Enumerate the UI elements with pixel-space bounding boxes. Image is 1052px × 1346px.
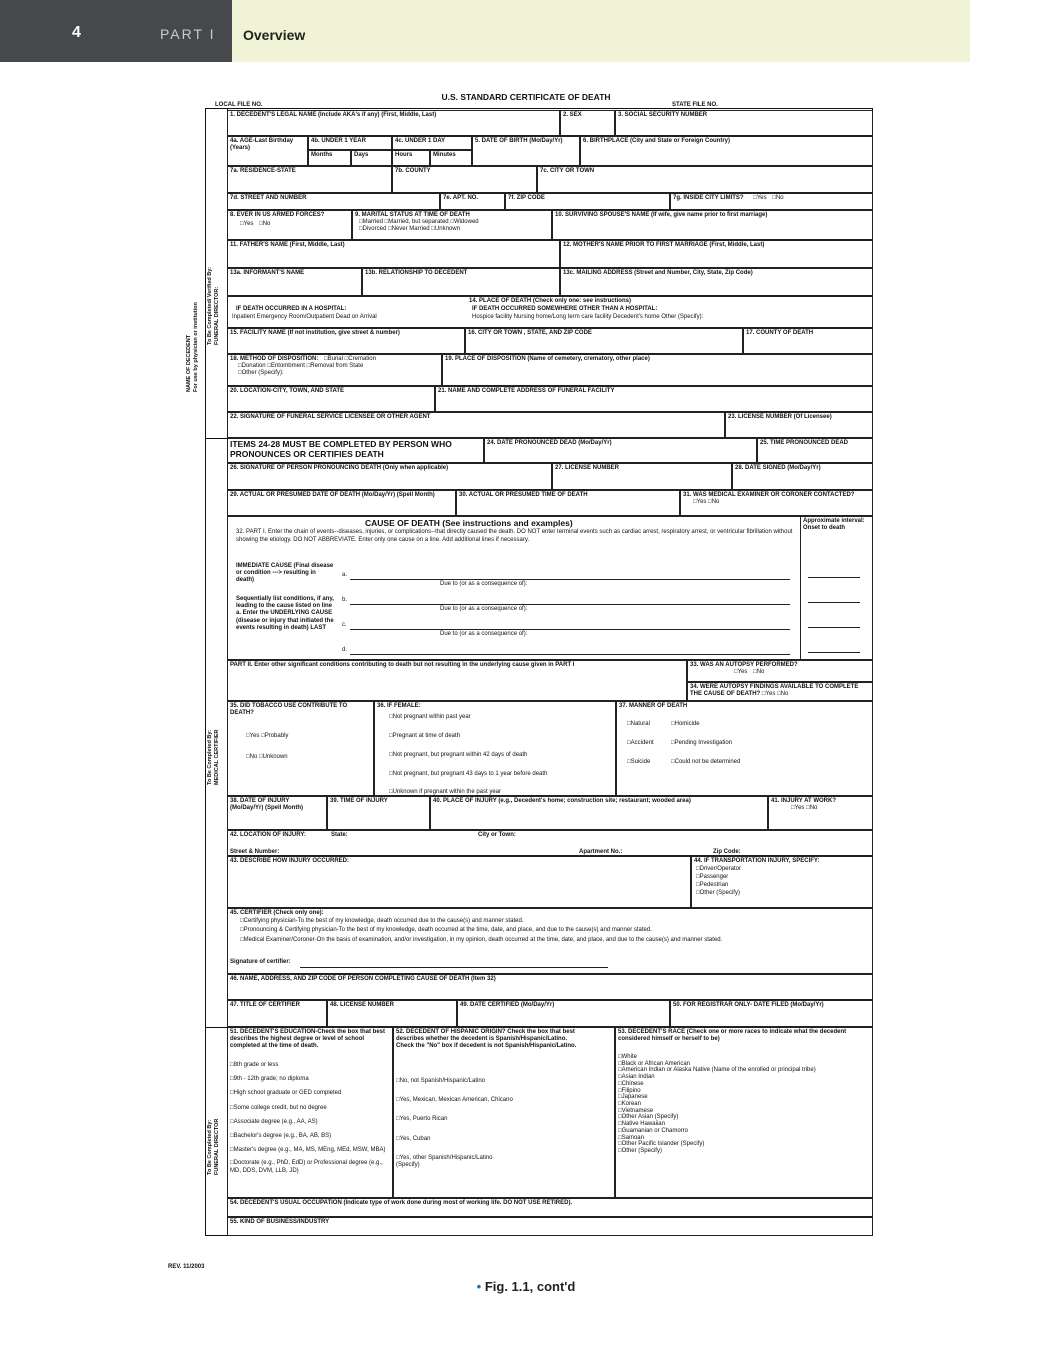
checkbox-no[interactable]: □ No [259,221,270,227]
checkbox-pregnancy-unknown[interactable]: □ Unknown if pregnant within the past year [389,789,501,796]
field-part-2[interactable]: PART II. Enter other significant conditions contributing to death but not resulting in the underlying cause given in PART I [227,660,687,701]
checkbox-other-race[interactable]: □ Other (Specify) [618,1148,868,1155]
line-b-label: b. [342,597,348,603]
field-place-of-death[interactable]: 14. PLACE OF DEATH (Check only one: see instructions) IF DEATH OCCURRED IN A HOSPITAL: Inpatient Emergency Room/Outpatient Dead on Arrival IF DEATH OCCURRED SOMEWHERE OTHER THAN A HOSPITAL: Hospice facility Nursing home/Long term care facility Decedent's home Other (Specify): [227,296,873,328]
checkbox-cremation[interactable]: □ Cremation [345,356,376,362]
checkbox-black[interactable]: □ Black or African American [618,1061,868,1068]
checkbox-separated[interactable]: □ Married, but separated [385,219,449,225]
line-c-label: c. [342,622,347,628]
field-apt[interactable]: 7e. APT. NO. [440,193,505,210]
checkbox-natural[interactable]: □ Natural [627,721,650,728]
checkbox-other-pacific[interactable]: □ Other Pacific Islander (Specify) [618,1141,868,1148]
chapter-title: Overview [243,27,306,43]
checkbox-japanese[interactable]: □ Japanese [618,1094,868,1101]
side-label-medical-certifier: To Be Completed By: MEDICAL CERTIFIER [207,729,220,785]
checkbox-not-pregnant[interactable]: □ Not pregnant within past year [389,714,471,721]
field-licensee-number[interactable]: 23. LICENSE NUMBER (Of Licensee) [725,412,873,438]
field-place-of-injury[interactable]: 40. PLACE OF INJURY (e.g., Decedent's home; construction site; restaurant; wooded area) [430,796,768,830]
checkbox-asian-indian[interactable]: □ Asian Indian [618,1074,868,1081]
checkbox-yes[interactable]: □ Yes [791,805,804,811]
field-method-of-disposition[interactable]: 18. METHOD OF DISPOSITION: □ Burial □ Cremation □ Donation □ Entombment □ Removal from State □ Other (Specify): [227,354,442,386]
field-informant-name[interactable]: 13a. INFORMANT'S NAME [227,268,362,296]
checkbox-pregnant-1-year[interactable]: □ Not pregnant, but pregnant 43 days to 1 year before death [389,771,547,778]
due-to-label: Due to (or as a consequence of): [440,581,528,587]
field-street[interactable]: 7d. STREET AND NUMBER [227,193,440,210]
side-label-decedent: NAME OF DECEDENT For use by physician or institution [186,302,199,392]
field-date-certified[interactable]: 49. DATE CERTIFIED (Mo/Day/Yr) [457,1000,670,1027]
checkbox-some-college[interactable]: □ Some college credit, but no degree [230,1105,388,1112]
checkbox-divorced[interactable]: □ Divorced [359,226,386,232]
field-injury-at-work[interactable]: 41. INJURY AT WORK? □ Yes □ No [768,796,873,830]
checkbox-other-hispanic[interactable]: □ Yes, other Spanish/Hispanic/Latino (Specify) [396,1155,506,1169]
field-months[interactable]: Months [308,150,351,166]
field-usual-occupation[interactable]: 54. DECEDENT'S USUAL OCCUPATION (Indicate type of work done during most of working life. DO NOT USE RETIRED). [227,1198,873,1217]
side-label-funeral-director: To Be Completed/ Verified By: FUNERAL DIRECTOR: [207,266,220,345]
field-pronouncer-signature[interactable]: 26. SIGNATURE OF PERSON PRONOUNCING DEATH (Only when applicable) [227,463,552,490]
checkbox-9-12-grade[interactable]: □ 9th - 12th grade; no diploma [230,1076,388,1083]
field-zip[interactable]: 7f. ZIP CODE [505,193,670,210]
field-race[interactable]: 53. DECEDENT'S RACE (Check one or more races to indicate what the decedent considered himself or herself to be) □ White □ Black or African American □ American Indian or Alaska Native (Name of the enrolled or principal tribe) □ Asian Indian □ Chinese □ Filipino □ Japanese □ Korean □ Vietnamese □ Other Asian (Specify) □ Native Hawaiian □ Guamanian or Chamorro □ Samoan □ Other Pacific Islander (Specify) □ Other (Specify) [615,1027,873,1198]
checkbox-yes[interactable]: □ Yes [762,691,775,697]
revision-label: REV. 11/2003 [168,1264,205,1270]
field-age[interactable]: 4a. AGE-Last Birthday (Years) [227,136,308,166]
checkbox-donation[interactable]: □ Donation [238,363,266,369]
field-place-of-disposition[interactable]: 19. PLACE OF DISPOSITION (Name of cemetery, crematory, other place) [442,354,873,386]
checkbox-certifying-physician[interactable]: □ Certifying physician-To the best of my knowledge, death occurred due to the cause(s) and manner stated. [240,917,870,926]
part-label: PART I [160,26,216,42]
checkbox-other-asian[interactable]: □ Other Asian (Specify) [618,1114,868,1121]
checkbox-pregnant[interactable]: □ Pregnant at time of death [389,733,460,740]
field-date-of-death[interactable]: 29. ACTUAL OR PRESUMED DATE OF DEATH (Mo/Day/Yr) (Spell Month) [227,490,456,516]
field-mailing-address[interactable]: 13c. MAILING ADDRESS (Street and Number, City, State, Zip Code) [560,268,873,296]
checkbox-tobacco-unknown[interactable]: □ Unknown [259,754,288,760]
checkbox-american-indian[interactable]: □ American Indian or Alaska Native (Name of the enrolled or principal tribe) [618,1067,868,1074]
field-autopsy-performed[interactable]: 33. WAS AN AUTOPSY PERFORMED? □ Yes □ No [687,660,873,682]
checkbox-native-hawaiian[interactable]: □ Native Hawaiian [618,1121,868,1128]
local-file-label: LOCAL FILE NO. [215,102,263,108]
field-ssn[interactable]: 3. SOCIAL SECURITY NUMBER [615,110,873,136]
field-certifier[interactable]: 45. CERTIFIER (Check only one): □ Certifying physician-To the best of my knowledge, death occurred due to the cause(s) and manner stated. □ Pronouncing & Certifying physician-To the best of my knowledge, death occurred at the time, date, and place, and due to the cause(s) and manner stated. □ Medical Examiner/Coroner-On the basis of examination, and/or investigation, in my opinion, death occurred at the time, date, and place, and due to the cause(s) and manner stated. Signature of certifier: [227,908,873,974]
field-spouse-name[interactable]: 10. SURVIVING SPOUSE'S NAME (If wife, give name prior to first marriage) [552,210,873,240]
checkbox-suicide[interactable]: □ Suicide [627,759,650,766]
field-days[interactable]: Days [351,150,392,166]
checkbox-no[interactable]: □ No [777,691,788,697]
field-marital-status[interactable]: 9. MARITAL STATUS AT TIME OF DEATH □ Married □ Married, but separated □ Widowed □ Divorced □ Never Married □ Unknown [352,210,552,240]
checkbox-passenger[interactable]: □ Passenger [696,873,870,881]
field-tobacco[interactable]: 35. DID TOBACCO USE CONTRIBUTE TO DEATH? □ Yes □ Probably □ No □ Unknown [227,701,374,796]
field-pronouncer-license[interactable]: 27. LICENSE NUMBER [552,463,732,490]
field-sex[interactable]: 2. SEX [560,110,615,136]
field-time-of-death[interactable]: 30. ACTUAL OR PRESUMED TIME OF DEATH [456,490,680,516]
field-manner-of-death[interactable]: 37. MANNER OF DEATH □ Natural □ Homicide □ Accident □ Pending Investigation □ Suicide □ Could not be determined [616,701,873,796]
checkbox-entombment[interactable]: □ Entombment [267,363,305,369]
due-to-label: Due to (or as a consequence of): [440,631,528,637]
field-time-pronounced[interactable]: 25. TIME PRONOUNCED DEAD [757,438,873,463]
cause-line-b[interactable] [350,604,790,605]
field-date-signed[interactable]: 28. DATE SIGNED (Mo/Day/Yr) [732,463,873,490]
interval-line-b[interactable] [808,602,860,603]
field-mother-name[interactable]: 12. MOTHER'S NAME PRIOR TO FIRST MARRIAGE (First, Middle, Last) [560,240,873,268]
checkbox-undetermined[interactable]: □ Could not be determined [671,759,740,766]
field-date-of-injury[interactable]: 38. DATE OF INJURY (Mo/Day/Yr) (Spell Month) [227,796,327,830]
checkbox-tobacco-no[interactable]: □ No [246,754,257,760]
field-date-of-birth[interactable]: 5. DATE OF BIRTH (Mo/Day/Yr) [472,136,580,166]
checkbox-no[interactable]: □ No [806,805,817,811]
field-kind-of-business[interactable]: 55. KIND OF BUSINESS/INDUSTRY [227,1217,873,1236]
checkbox-puerto-rican[interactable]: □ Yes, Puerto Rican [396,1116,596,1123]
field-education[interactable]: 51. DECEDENT'S EDUCATION-Check the box that best describes the highest degree or level of school completed at the time of death. □ 8th grade or less □ 9th - 12th grade; no diploma □ High school graduate or GED completed □ Some college credit, but no degree □ Associate degree (e.g., AA, AS) □ Bachelor's degree (e.g., BA, AB, BS) □ Master's degree (e.g., MA, MS, MEng, MEd, MSW, MBA) □ Doctorate (e.g., PhD, EdD) or Professional degree (e.g., MD, DDS, DVM, LLB, JD) [227,1027,393,1198]
checkbox-high-school[interactable]: □ High school graduate or GED completed [230,1090,388,1097]
checkbox-pregnant-42-days[interactable]: □ Not pregnant, but pregnant within 42 days of death [389,752,527,759]
side-label-funeral-director-2: To Be Completed By: FUNERAL DIRECTOR [207,1118,220,1175]
field-hispanic-origin[interactable]: 52. DECEDENT OF HISPANIC ORIGIN? Check the box that best describes whether the decedent is Spanish/Hispanic/Latino. Check the "No" box if decedent is not Spanish/Hispanic/Latino. □ No, not Spanish/Hispanic/Latino □ Yes, Mexican, Mexican American, Chicano □ Yes, Puerto Rican □ Yes, Cuban □ Yes, other Spanish/Hispanic/Latino (Specify) [393,1027,615,1198]
field-county[interactable]: 7b. COUNTY [392,166,537,193]
interval-divider [800,516,801,660]
field-autopsy-findings[interactable]: 34. WERE AUTOPSY FINDINGS AVAILABLE TO COMPLETE THE CAUSE OF DEATH? □ Yes □ No [687,682,873,701]
checkbox-yes[interactable]: □ Yes [240,221,253,227]
field-armed-forces[interactable]: 8. EVER IN US ARMED FORCES? □ Yes □ No [227,210,352,240]
field-funeral-signature[interactable]: 22. SIGNATURE OF FUNERAL SERVICE LICENSEE OR OTHER AGENT [227,412,725,438]
field-relationship[interactable]: 13b. RELATIONSHIP TO DECEDENT [362,268,560,296]
part-1-instructions: 32. PART I. Enter the chain of events--diseases, injuries, or complications--that directly caused the death. DO NOT enter terminal events such as cardiac arrest, respiratory arrest, or ventricular fibrillation without showing the etiology. DO NOT ABBREVIATE. Enter only one cause on a line. Add additional lines if necessary. [236,529,793,543]
checkbox-married[interactable]: □ Married [359,219,383,225]
other-place-options[interactable]: Hospice facility Nursing home/Long term care facility Decedent's home Other (Specify): [472,314,704,320]
checkbox-white[interactable]: □ White [618,1054,868,1061]
checkbox-no[interactable]: □ No [753,669,764,675]
field-minutes[interactable]: Minutes [430,150,472,166]
cause-line-c[interactable] [350,629,790,630]
field-hours[interactable]: Hours [392,150,430,166]
checkbox-unknown[interactable]: □ Unknown [431,226,460,232]
field-certifier-license[interactable]: 48. LICENSE NUMBER [327,1000,457,1027]
field-location-of-injury[interactable]: 42. LOCATION OF INJURY: State: City or Town: Street & Number: Apartment No.: Zip Code: [227,830,873,856]
certificate-title: U.S. STANDARD CERTIFICATE OF DEATH [441,92,611,102]
immediate-cause-label: IMMEDIATE CAUSE (Final disease or condition ---> resulting in death) [236,563,334,584]
checkbox-driver[interactable]: □ Driver/Operator [696,865,870,873]
field-under-1-day: 4c. UNDER 1 DAY [392,136,472,150]
figure-caption [0,1279,1052,1294]
field-county-of-death[interactable]: 17. COUNTY OF DEATH [743,328,873,354]
field-injury-description[interactable]: 43. DESCRIBE HOW INJURY OCCURRED: [227,856,691,908]
interval-line-a[interactable] [808,577,860,578]
checkbox-associate[interactable]: □ Associate degree (e.g., AA, AS) [230,1119,388,1126]
field-facility-name[interactable]: 15. FACILITY NAME (If not institution, give street & number) [227,328,465,354]
checkbox-accident[interactable]: □ Accident [627,740,654,747]
field-birthplace[interactable]: 6. BIRTHPLACE (City and State or Foreign Country) [580,136,873,166]
field-person-completing[interactable]: 46. NAME, ADDRESS, AND ZIP CODE OF PERSON COMPLETING CAUSE OF DEATH (Item 32) [227,974,873,1000]
field-time-of-injury[interactable]: 39. TIME OF INJURY [327,796,430,830]
checkbox-no[interactable]: □ No [708,499,719,505]
checkbox-pedestrian[interactable]: □ Pedestrian [696,881,870,889]
checkbox-filipino[interactable]: □ Filipino [618,1088,868,1095]
field-if-female[interactable]: 36. IF FEMALE: □ Not pregnant within past year □ Pregnant at time of death □ Not pregnant, but pregnant within 42 days of death □ Not pregnant, but pregnant 43 days to 1 year before death □ Unknown if pregnant within the past year [374,701,616,796]
field-city[interactable]: 7c. CITY OR TOWN [537,166,873,193]
checkbox-pronouncing-physician[interactable]: □ Pronouncing & Certifying physician-To the best of my knowledge, death occurred at the time, date, and place, and due to the cause(s) and manner stated. [240,926,870,935]
checkbox-yes[interactable]: □ Yes [753,195,766,201]
checkbox-no[interactable]: □ No [772,195,783,201]
field-under-1-year: 4b. UNDER 1 YEAR [308,136,392,150]
checkbox-8th-grade[interactable]: □ 8th grade or less [230,1062,388,1069]
line-a-label: a. [342,572,348,578]
field-medical-examiner-contacted[interactable]: 31. WAS MEDICAL EXAMINER OR CORONER CONTACTED? □ Yes □ No [680,490,873,516]
checkbox-chinese[interactable]: □ Chinese [618,1081,868,1088]
page-number: 4 [72,24,81,41]
field-inside-city-limits[interactable]: 7g. INSIDE CITY LIMITS? □ Yes □ No [670,193,873,210]
checkbox-never-married[interactable]: □ Never Married [388,226,430,232]
interval-label: Approximate interval: Onset to death [803,518,865,532]
field-funeral-facility[interactable]: 21. NAME AND COMPLETE ADDRESS OF FUNERAL FACILITY [435,386,873,412]
checkbox-tobacco-probably[interactable]: □ Probably [261,733,288,739]
checkbox-mexican[interactable]: □ Yes, Mexican, Mexican American, Chicano [396,1097,596,1104]
certifier-signature-label: Signature of certifier: [230,959,291,965]
cause-of-death-title: CAUSE OF DEATH (See instructions and examples) [365,518,573,528]
caption-text: Fig. 1.1, cont'd [484,1279,576,1294]
checkbox-cuban[interactable]: □ Yes, Cuban [396,1136,596,1143]
checkbox-other-transport[interactable]: □ Other (Specify) [696,889,870,897]
checkbox-medical-examiner[interactable]: □ Medical Examiner/Coroner-On the basis of examination, and/or investigation, in my opinion, death occurred at the time, date, and place, and due to the cause(s) and manner stated. [240,936,870,945]
checkbox-samoan[interactable]: □ Samoan [618,1135,868,1142]
checkbox-doctorate[interactable]: □ Doctorate (e.g., PhD, EdD) or Professional degree (e.g., MD, DDS, DVM, LLB, JD) [230,1160,388,1174]
checkbox-yes[interactable]: □ Yes [693,499,706,505]
field-transportation-injury[interactable]: 44. IF TRANSPORTATION INJURY, SPECIFY: □ Driver/Operator □ Passenger □ Pedestrian □ Other (Specify) [691,856,873,908]
checkbox-pending[interactable]: □ Pending Investigation [671,740,732,747]
field-date-pronounced[interactable]: 24. DATE PRONOUNCED DEAD (Mo/Day/Yr) [484,438,757,463]
state-file-label: STATE FILE NO. [672,102,718,108]
items-24-28-note: ITEMS 24-28 MUST BE COMPLETED BY PERSON WHO PRONOUNCES OR CERTIFIES DEATH [227,438,484,463]
checkbox-korean[interactable]: □ Korean [618,1101,868,1108]
checkbox-removal[interactable]: □ Removal from State [307,363,364,369]
cause-line-d[interactable] [350,654,790,655]
checkbox-homicide[interactable]: □ Homicide [671,721,700,728]
checkbox-guamanian[interactable]: □ Guamanian or Chamorro [618,1128,868,1135]
interval-line-d[interactable] [808,652,860,653]
checkbox-other-disposition[interactable]: □ Other (Specify): [230,370,284,376]
hospital-options[interactable]: Inpatient Emergency Room/Outpatient Dead on Arrival [232,314,377,320]
checkbox-vietnamese[interactable]: □ Vietnamese [618,1108,868,1115]
checkbox-bachelor[interactable]: □ Bachelor's degree (e.g., BA, AB, BS) [230,1133,388,1140]
field-title-of-certifier[interactable]: 47. TITLE OF CERTIFIER [227,1000,327,1027]
checkbox-tobacco-yes[interactable]: □ Yes [246,733,259,739]
checkbox-yes[interactable]: □ Yes [734,669,747,675]
field-disposition-location[interactable]: 20. LOCATION-CITY, TOWN, AND STATE [227,386,435,412]
cause-line-a[interactable] [350,579,790,580]
checkbox-burial[interactable]: □ Burial [324,356,343,362]
field-decedent-name[interactable]: 1. DECEDENT'S LEGAL NAME (Include AKA's if any) (First, Middle, Last) [227,110,560,136]
line-d-label: d. [342,647,348,653]
interval-line-c[interactable] [808,627,860,628]
sequential-label: Sequentially list conditions, if any, leading to the cause listed on line a. Enter the UNDERLYING CAUSE (disease or injury that initiated the events resulting in death) LAST [236,596,334,631]
checkbox-master[interactable]: □ Master's degree (e.g., MA, MS, MEng, MEd, MSW, MBA) [230,1147,388,1154]
field-registrar-date-filed[interactable]: 50. FOR REGISTRAR ONLY- DATE FILED (Mo/Day/Yr) [670,1000,873,1027]
field-facility-city[interactable]: 16. CITY OR TOWN , STATE, AND ZIP CODE [465,328,743,354]
section-divider [205,438,227,439]
section-divider [205,1027,227,1028]
field-father-name[interactable]: 11. FATHER'S NAME (First, Middle, Last) [227,240,560,268]
certifier-signature-line[interactable] [300,967,608,968]
field-residence-state[interactable]: 7a. RESIDENCE-STATE [227,166,392,193]
caption-bullet: • [476,1279,482,1294]
due-to-label: Due to (or as a consequence of): [440,606,528,612]
checkbox-not-hispanic[interactable]: □ No, not Spanish/Hispanic/Latino [396,1078,596,1085]
checkbox-widowed[interactable]: □ Widowed [450,219,478,225]
